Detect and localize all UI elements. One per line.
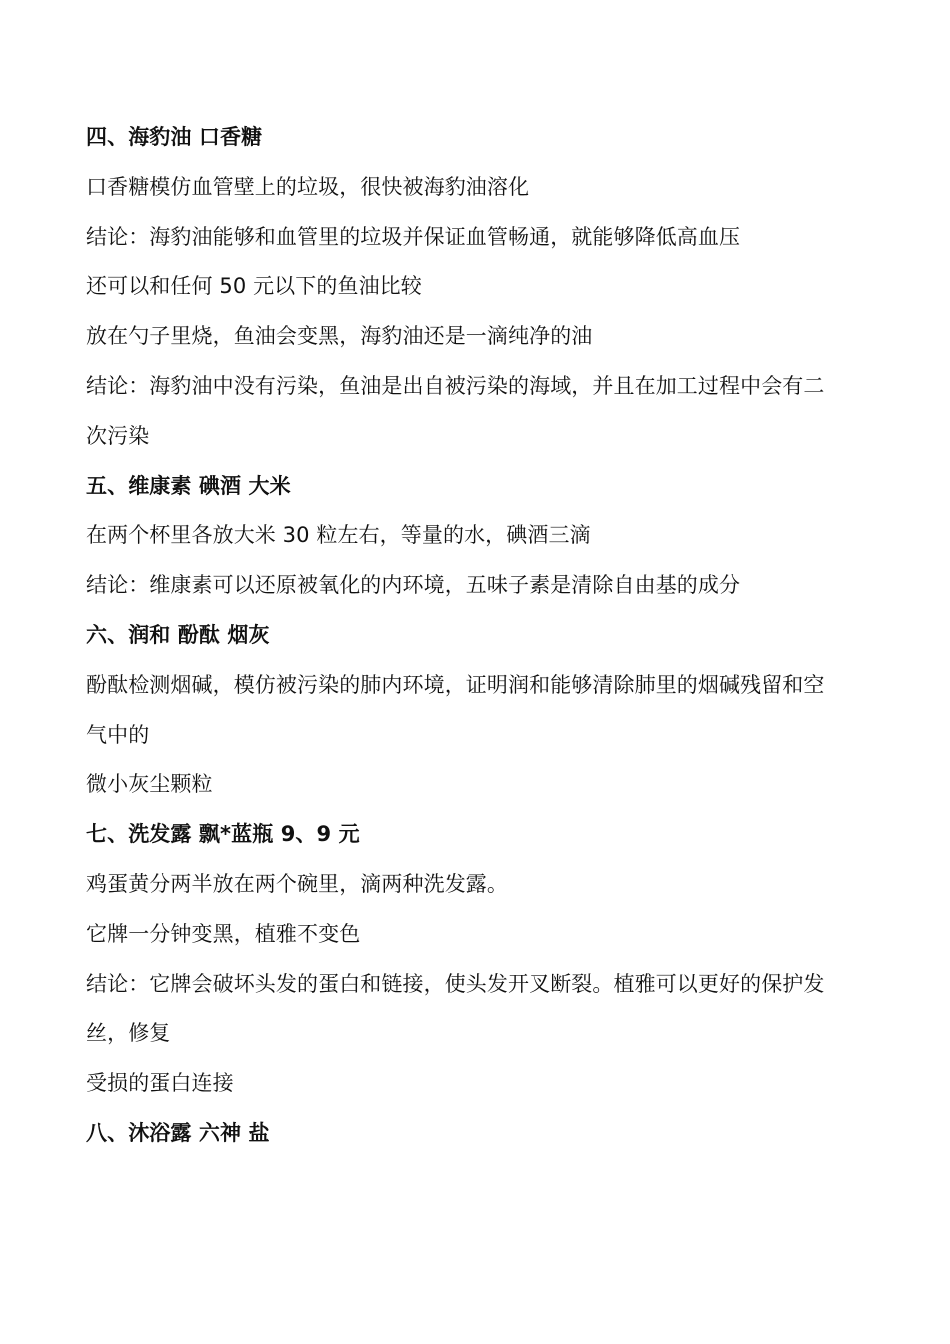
paragraph-line: 结论：维康素可以还原被氧化的内环境，五味子素是清除自由基的成分 xyxy=(86,573,741,598)
paragraph-line: 放在勺子里烧，鱼油会变黑，海豹油还是一滴纯净的油 xyxy=(86,324,593,349)
paragraph-line: 酚酞检测烟碱，模仿被污染的肺内环境，证明润和能够清除肺里的烟碱残留和空 xyxy=(86,672,825,697)
paragraph-line: 结论：海豹油能够和血管里的垃圾并保证血管畅通，就能够降低高血压 xyxy=(86,224,741,249)
paragraph-line: 受损的蛋白连接 xyxy=(86,1071,234,1096)
paragraph-line: 在两个杯里各放大米 30 粒左右，等量的水，碘酒三滴 xyxy=(86,523,591,548)
section-heading-7: 七、洗发露 飘*蓝瓶 9、9 元 xyxy=(86,822,360,847)
paragraph-line: 微小灰尘颗粒 xyxy=(86,772,213,797)
paragraph-line: 丝，修复 xyxy=(86,1021,171,1046)
paragraph-line: 次污染 xyxy=(86,423,150,448)
paragraph-line: 它牌一分钟变黑，植雅不变色 xyxy=(86,921,361,946)
paragraph-line: 鸡蛋黄分两半放在两个碗里，滴两种洗发露。 xyxy=(86,871,508,896)
paragraph-line: 结论：海豹油中没有污染，鱼油是出自被污染的海域，并且在加工过程中会有二 xyxy=(86,373,825,398)
section-heading-6: 六、润和 酚酞 烟灰 xyxy=(86,622,270,647)
paragraph-line: 口香糖模仿血管壁上的垃圾，很快被海豹油溶化 xyxy=(86,174,530,199)
section-heading-5: 五、维康素 碘酒 大米 xyxy=(86,473,291,498)
paragraph-line: 还可以和任何 50 元以下的鱼油比较 xyxy=(86,274,422,299)
section-heading-8: 八、沐浴露 六神 盐 xyxy=(86,1120,270,1145)
paragraph-line: 结论：它牌会破坏头发的蛋白和链接，使头发开叉断裂。植雅可以更好的保护发 xyxy=(86,971,825,996)
section-heading-4: 四、海豹油 口香糖 xyxy=(86,125,263,149)
document-page xyxy=(86,113,876,1159)
paragraph-line: 气中的 xyxy=(86,722,150,747)
